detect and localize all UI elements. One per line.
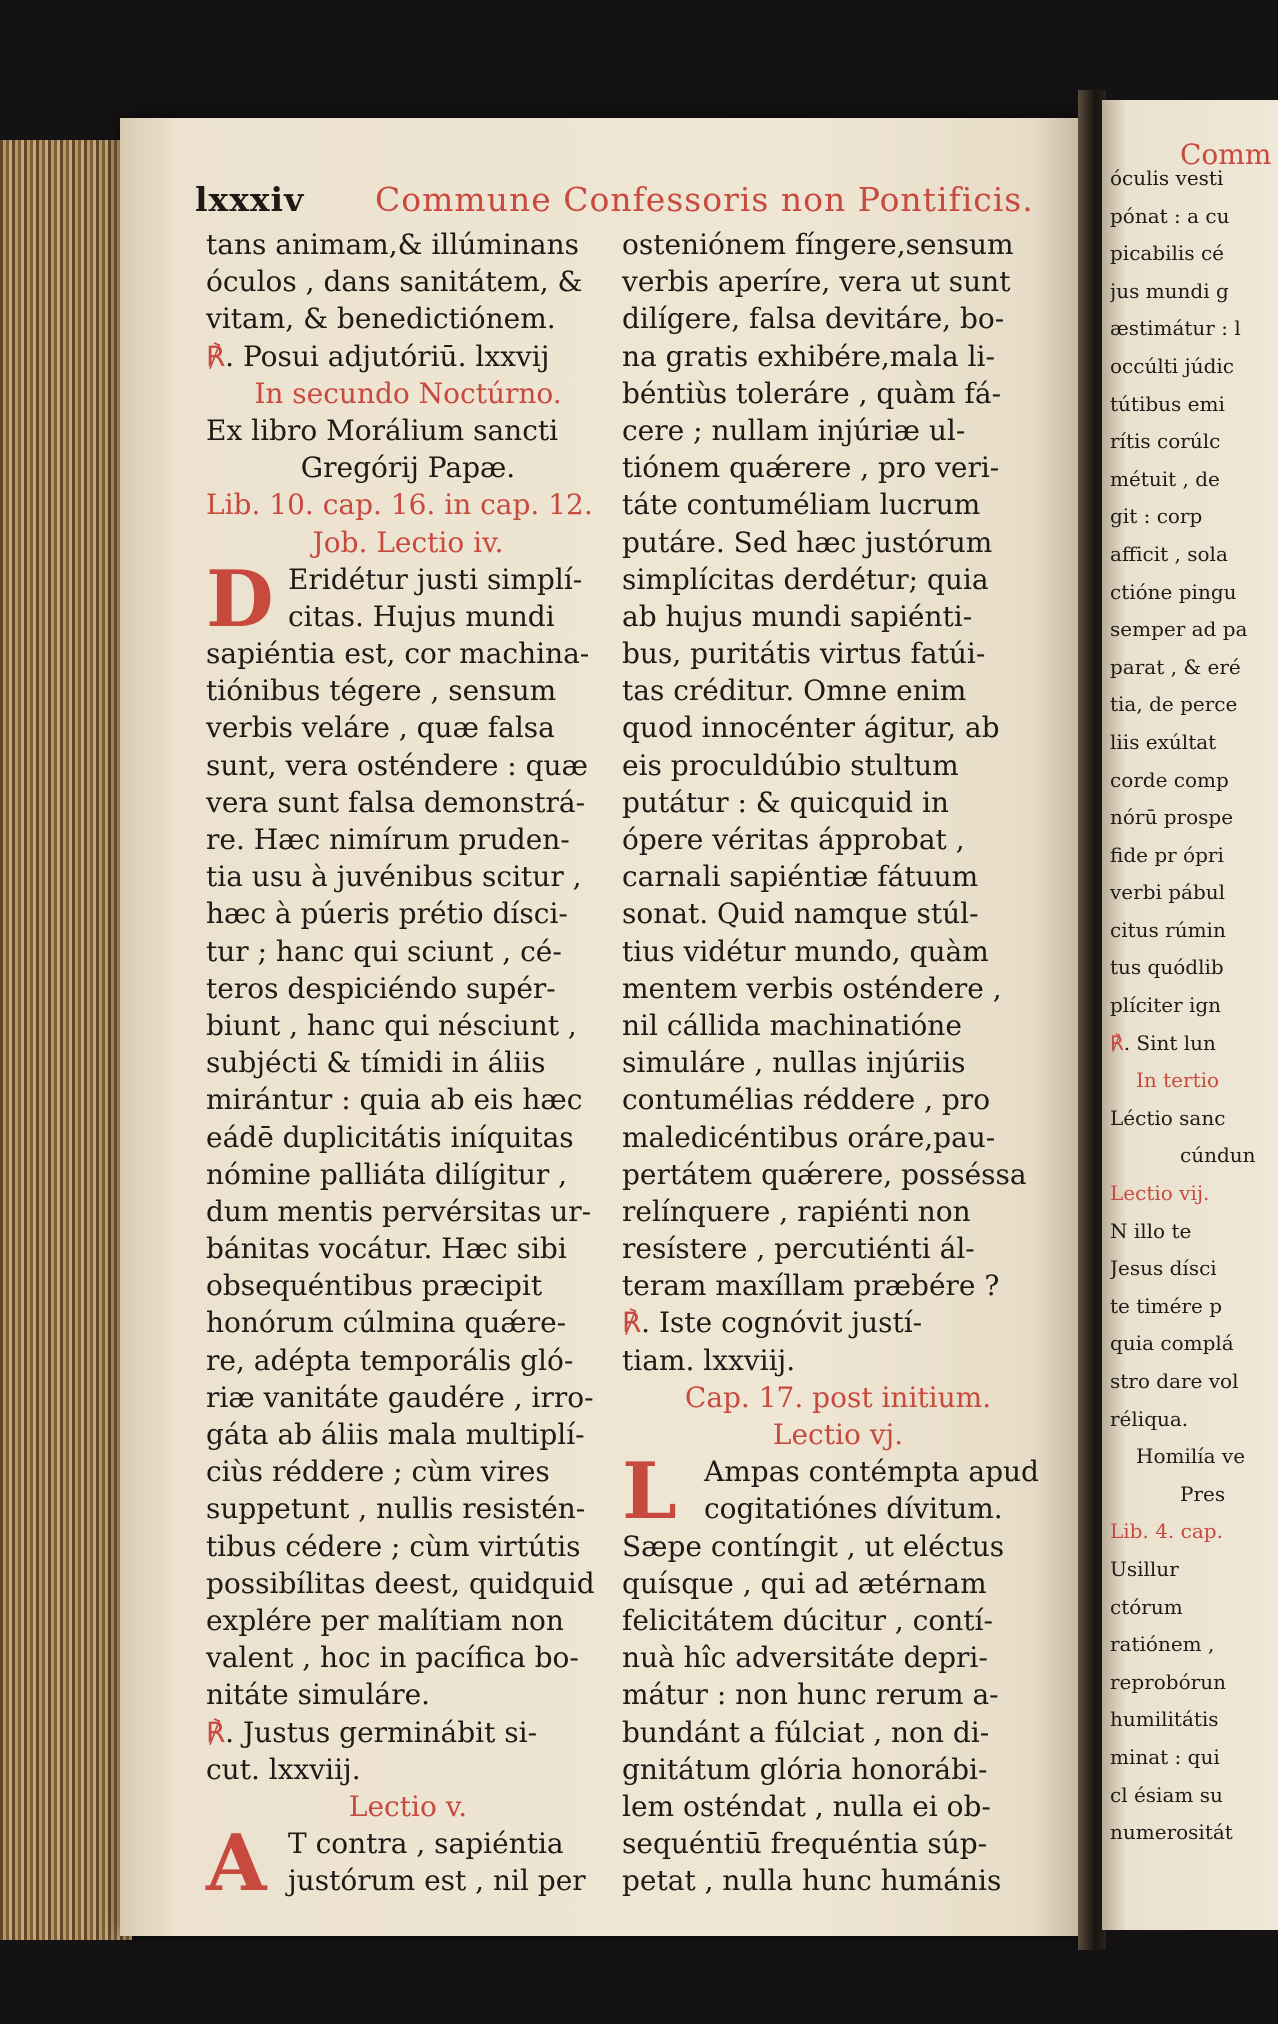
col1-line — [206, 1751, 610, 1788]
col1-line — [206, 1639, 610, 1676]
col2-line — [622, 1565, 1054, 1602]
right-page-line: Léctio sanc — [1110, 1105, 1226, 1130]
running-header — [195, 180, 1034, 224]
col2-line — [622, 821, 1054, 858]
col1-line — [206, 1267, 610, 1304]
line-text: sequéntiū frequéntia súp- — [622, 1827, 988, 1861]
col1-line — [206, 672, 610, 709]
col1-line — [206, 1342, 610, 1379]
col1-line — [206, 858, 610, 895]
line-text: Gregórij Papæ. — [300, 451, 516, 485]
line-text: Lectio vj. — [772, 1418, 904, 1451]
line-text: Sæpe contíngit , ut eléctus — [622, 1529, 1005, 1563]
line-text: justórum est , nil per — [288, 1864, 586, 1898]
col1-line — [206, 1490, 610, 1527]
line-text: tibus cédere ; cùm virtútis — [206, 1529, 581, 1563]
right-page-line: Lectio vij. — [1110, 1181, 1210, 1206]
col2-line — [622, 1676, 1054, 1713]
col2-line — [622, 1602, 1054, 1639]
right-page-line: pónat : a cu — [1110, 203, 1230, 228]
line-text: tiónibus tégere , sensum — [206, 674, 557, 708]
line-text: T contra , sapiéntia — [288, 1827, 564, 1861]
drop-capital: D — [206, 553, 274, 645]
line-text: putáre. Sed hæc justórum — [622, 525, 993, 559]
line-text: hæc à púeris prétio dísci- — [206, 897, 568, 931]
line-text: mátur : non hunc rerum a- — [622, 1678, 999, 1712]
line-text: In secundo Noctúrno. — [254, 376, 562, 410]
right-page-line: Homilía ve — [1136, 1444, 1246, 1469]
right-page-fragment — [1102, 100, 1278, 1930]
col1-line — [206, 338, 610, 375]
line-text: sapiéntia est, cor machina- — [206, 637, 590, 671]
line-text: resístere , percutiénti ál- — [622, 1232, 975, 1266]
line-text: óculos , dans sanitátem, & — [206, 265, 583, 299]
line-text: subjécti & tímidi in áliis — [206, 1046, 546, 1080]
col2-line — [622, 1193, 1054, 1230]
line-text: bánitas vocátur. Hæc sibi — [206, 1232, 567, 1266]
line-text: ópere véritas ápprobat , — [622, 823, 965, 856]
col1-line — [206, 821, 610, 858]
right-page-line: quia complá — [1110, 1331, 1234, 1356]
right-page-line: liis exúltat — [1110, 729, 1217, 754]
line-text: mirántur : quia ab eis hæc — [206, 1083, 583, 1117]
line-text: eis proculdúbio stultum — [622, 748, 959, 782]
col1-line — [206, 1602, 610, 1639]
right-page-line: parat , & eré — [1110, 654, 1241, 679]
col2-line — [622, 300, 1054, 337]
line-text: obsequéntibus præcipit — [206, 1269, 543, 1303]
line-text: explére per malítiam non — [206, 1603, 564, 1637]
right-page-line: Pres — [1180, 1481, 1226, 1506]
right-page-line: cl ésiam su — [1110, 1782, 1223, 1807]
col1-line — [206, 1081, 610, 1118]
right-page-line: ctióne pingu — [1110, 579, 1237, 604]
line-text: Eridétur justi simplí- — [288, 562, 583, 596]
right-page-line: verbi pábul — [1110, 880, 1226, 905]
col1-line — [206, 1119, 610, 1156]
line-text: felicitátem dúcitur , contí- — [622, 1603, 993, 1637]
line-text: eádē duplicitátis iníquitas — [206, 1120, 574, 1154]
col1-line — [206, 933, 610, 970]
col1-line — [206, 1193, 610, 1230]
line-text: ℟. Posui adjutóriū. lxxvij — [206, 339, 550, 373]
right-page-line: humilitátis — [1110, 1707, 1219, 1732]
drop-capital: L — [622, 1446, 677, 1538]
right-page-line: cúndun — [1180, 1143, 1256, 1168]
right-page-line: citus rúmin — [1110, 917, 1226, 942]
col1-line — [206, 1156, 610, 1193]
line-text: petat , nulla hunc humánis — [622, 1864, 1002, 1898]
line-text: ab hujus mundi sapiénti- — [622, 599, 973, 633]
line-text: Lectio v. — [348, 1789, 468, 1823]
line-text: ciùs réddere ; cùm vires — [206, 1455, 550, 1489]
drop-capital: A — [206, 1818, 267, 1910]
right-page-line: reprobórun — [1110, 1669, 1226, 1694]
line-text: vera sunt falsa demonstrá- — [206, 785, 586, 819]
line-text: tur ; hanc qui sciunt , cé- — [206, 934, 562, 968]
line-text: Cap. 17. post initium. — [684, 1380, 992, 1414]
line-text: simuláre , nullas injúriis — [622, 1046, 966, 1080]
col1-line — [206, 263, 610, 300]
right-page-line: afficit , sola — [1110, 541, 1228, 566]
line-text: nitáte simuláre. — [206, 1678, 431, 1712]
line-text: biunt , hanc qui nésciunt , — [206, 1008, 577, 1042]
line-text: re, adépta temporális gló- — [206, 1343, 574, 1377]
col1-line — [206, 226, 610, 263]
col2-line — [622, 1788, 1054, 1825]
col2-line — [622, 709, 1054, 746]
col2-line — [622, 895, 1054, 932]
line-text: putátur : & quicquid in — [622, 785, 949, 819]
right-page-line: plíciter ign — [1110, 993, 1222, 1018]
right-page-line: fide pr ópri — [1110, 842, 1224, 867]
col2-line — [622, 784, 1054, 821]
line-text: quísque , qui ad ætérnam — [622, 1566, 987, 1600]
right-page-line: tia, de perce — [1110, 692, 1238, 717]
right-page-line: rítis corúlc — [1110, 429, 1221, 454]
line-text: pertátem quǽrere, posséssa — [622, 1157, 1027, 1191]
col2-line — [622, 1081, 1054, 1118]
line-text: tas créditur. Omne enim — [622, 674, 967, 708]
line-text: teram maxíllam præbére ? — [622, 1269, 1000, 1303]
col2-line — [622, 1639, 1054, 1676]
right-page-line: Jesus dísci — [1110, 1256, 1217, 1281]
line-text: contumélias réddere , pro — [622, 1083, 991, 1117]
line-text: lem osténdat , nulla ei ob- — [622, 1789, 991, 1823]
col1-line — [206, 1565, 610, 1602]
line-text: Job. Lectio iv. — [312, 525, 504, 559]
line-text: cogitatiónes dívitum. — [704, 1492, 1003, 1526]
line-text: quod innocénter ágitur, ab — [622, 711, 1000, 745]
line-text: carnali sapiéntiæ fátuum — [622, 860, 979, 894]
line-text: nuà hîc adversitáte depri- — [622, 1641, 988, 1675]
line-text: gnitátum glória honorábi- — [622, 1752, 988, 1786]
line-text: tiam. lxxviij. — [622, 1343, 796, 1377]
col1-line — [206, 1714, 610, 1751]
line-text: tia usu à juvénibus scitur , — [206, 860, 582, 894]
column-right — [622, 226, 1054, 1899]
line-text: re. Hæc nimírum pruden- — [206, 823, 570, 856]
col1-line — [206, 1453, 610, 1490]
col2-line — [622, 486, 1054, 523]
col2-line — [622, 747, 1054, 784]
col1-line — [206, 709, 610, 746]
right-page-line: occúlti júdic — [1110, 353, 1234, 378]
line-text: verbis aperíre, vera ut sunt — [622, 265, 1011, 299]
line-text: na gratis exhibére,mala li- — [622, 339, 995, 373]
line-text: béntiùs toleráre , quàm fá- — [622, 376, 1002, 410]
col2-line — [622, 1044, 1054, 1081]
col2-line — [622, 858, 1054, 895]
line-text: gáta ab áliis mala multiplí- — [206, 1418, 585, 1451]
line-text: relínquere , rapiénti non — [622, 1194, 971, 1228]
col2-line — [622, 598, 1054, 635]
col1-line — [206, 1676, 610, 1713]
col2-line — [622, 1267, 1054, 1304]
line-text: tius vidétur mundo, quàm — [622, 934, 989, 968]
right-page-line: numerositát — [1110, 1820, 1233, 1845]
col2-line — [622, 933, 1054, 970]
line-text: ℟. Iste cognóvit justí- — [622, 1306, 923, 1340]
col1-line — [206, 449, 610, 486]
line-text: tans animam,& illúminans — [206, 228, 579, 261]
right-page-line: In tertio — [1136, 1068, 1220, 1093]
col1-line — [206, 412, 610, 449]
col2-line — [622, 226, 1054, 263]
line-text: possibílitas deest, quidquid — [206, 1566, 595, 1600]
line-text: Ampas contémpta apud — [704, 1455, 1039, 1489]
col2-line — [622, 1007, 1054, 1044]
right-page-line: ℟. Sint lun — [1110, 1030, 1216, 1055]
col2-line — [622, 1119, 1054, 1156]
col2-line — [622, 1379, 1054, 1416]
line-text: nómine palliáta dilígitur , — [206, 1157, 568, 1191]
right-page-line: Lib. 4. cap. — [1110, 1519, 1223, 1544]
col1-line — [206, 784, 610, 821]
column-left — [206, 226, 610, 1910]
right-page-line: Usillur — [1110, 1556, 1179, 1581]
col2-line — [622, 1342, 1054, 1379]
line-text: sonat. Quid namque stúl- — [622, 897, 979, 931]
running-title: Commune Confessoris non Pontificis. — [375, 180, 1034, 219]
col1-line — [206, 1379, 610, 1416]
col2-line — [622, 1862, 1054, 1899]
line-text: honórum cúlmina quǽre- — [206, 1306, 567, 1340]
right-page-line: æstimátur : l — [1110, 316, 1241, 341]
col1-line — [206, 895, 610, 932]
col2-line — [622, 449, 1054, 486]
right-page-line: ctórum — [1110, 1594, 1183, 1619]
col1-line — [206, 375, 610, 412]
right-page-line: réliqua. — [1110, 1406, 1189, 1431]
col2-line — [622, 338, 1054, 375]
line-text: sunt, vera osténdere : quæ — [206, 748, 588, 782]
line-text: dilígere, falsa devitáre, bo- — [622, 302, 1005, 336]
line-text: suppetunt , nullis resistén- — [206, 1492, 586, 1526]
col1-line — [206, 1007, 610, 1044]
line-text: ℟. Justus germinábit si- — [206, 1715, 538, 1749]
col2-line — [622, 524, 1054, 561]
col2-line — [622, 672, 1054, 709]
line-text: simplícitas derdétur; quia — [622, 562, 989, 596]
col1-line — [206, 1416, 610, 1453]
col2-line — [622, 263, 1054, 300]
line-text: teros despiciéndo supér- — [206, 971, 556, 1005]
col2-line — [622, 1751, 1054, 1788]
right-page-text — [1110, 160, 1256, 1852]
col1-line — [206, 300, 610, 337]
right-page-line: métuit , de — [1110, 466, 1220, 491]
line-text: riæ vanitáte gaudére , irro- — [206, 1380, 594, 1414]
col2-line — [622, 635, 1054, 672]
col2-line — [622, 1528, 1054, 1565]
right-page-line: tútibus emi — [1110, 391, 1225, 416]
col1-line — [206, 486, 610, 523]
right-page-line: jus mundi g — [1110, 278, 1229, 303]
line-text: bundánt a fúlciat , non di- — [622, 1715, 990, 1749]
line-text: maledicéntibus oráre,pau- — [622, 1120, 996, 1154]
right-page-line: N illo te — [1110, 1218, 1192, 1243]
line-text: Lib. 10. cap. 16. in cap. 12. — [206, 488, 593, 522]
col2-line — [622, 1825, 1054, 1862]
line-text: valent , hoc in pacífica bo- — [206, 1641, 579, 1675]
right-page-line: git : corp — [1110, 504, 1203, 529]
line-text: Ex libro Morálium sancti — [206, 413, 559, 447]
right-page-line: semper ad pa — [1110, 617, 1248, 642]
col2-line — [622, 1714, 1054, 1751]
line-text: tiónem quǽrere , pro veri- — [622, 451, 1000, 485]
col2-line — [622, 561, 1054, 598]
right-page-line: te timére p — [1110, 1293, 1223, 1318]
col1-line — [206, 747, 610, 784]
line-text: bus, puritátis virtus fatúi- — [622, 637, 986, 671]
col2-line — [622, 1304, 1054, 1341]
line-text: osteniónem fíngere,sensum — [622, 228, 1014, 261]
right-page-line: tus quódlib — [1110, 955, 1224, 980]
col2-line — [622, 1416, 1054, 1453]
line-text: mentem verbis osténdere , — [622, 971, 1002, 1005]
col2-line — [622, 375, 1054, 412]
col1-line — [206, 1528, 610, 1565]
right-page-line: picabilis cé — [1110, 241, 1224, 266]
page-number: lxxxiv — [195, 180, 305, 219]
right-page-line: nórū prospe — [1110, 805, 1234, 830]
line-text: nil cállida machinatióne — [622, 1008, 962, 1042]
col1-line — [206, 1304, 610, 1341]
col1-line — [206, 1044, 610, 1081]
line-text: dum mentis pervérsitas ur- — [206, 1194, 592, 1228]
col2-line — [622, 1230, 1054, 1267]
line-text: cut. lxxviij. — [206, 1752, 361, 1786]
line-text: cere ; nullam injúriæ ul- — [622, 413, 966, 447]
line-text: vitam, & benedictiónem. — [206, 302, 556, 336]
line-text: citas. Hujus mundi — [288, 599, 555, 633]
right-page-line: óculis vesti — [1110, 166, 1224, 190]
right-page-head: Comm — [1180, 138, 1272, 171]
right-page-line: ratiónem , — [1110, 1632, 1215, 1657]
right-page-line: minat : qui — [1110, 1744, 1220, 1769]
col2-line — [622, 412, 1054, 449]
col1-line — [206, 1230, 610, 1267]
line-text: verbis veláre , quæ falsa — [206, 711, 555, 745]
col2-line — [622, 1156, 1054, 1193]
right-page-line: corde comp — [1110, 767, 1229, 792]
col2-line — [622, 970, 1054, 1007]
line-text: táte contuméliam lucrum — [622, 488, 981, 522]
col1-line — [206, 970, 610, 1007]
right-page-line: stro dare vol — [1110, 1369, 1239, 1393]
book-fore-edge — [0, 140, 132, 1940]
col2-line — [622, 1490, 1054, 1527]
